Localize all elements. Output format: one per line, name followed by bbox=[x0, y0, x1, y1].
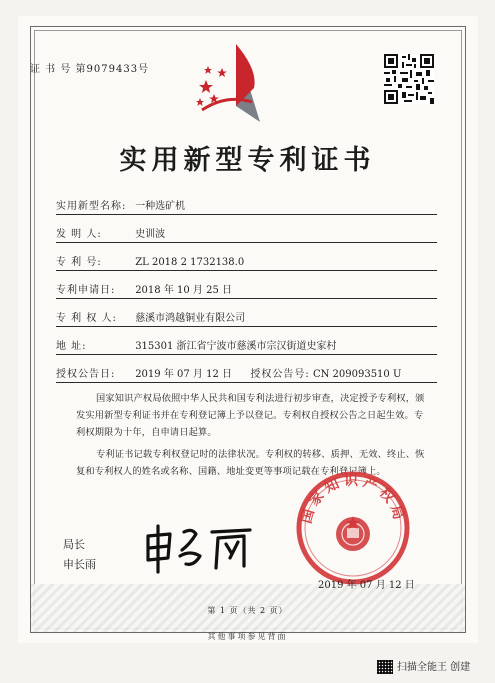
field-label-2: 授权公告号: bbox=[250, 369, 310, 380]
qr-code-icon bbox=[384, 54, 434, 104]
field-inventor bbox=[56, 225, 165, 240]
divider bbox=[56, 242, 437, 243]
official-seal bbox=[295, 470, 411, 586]
field-value: 2018 年 10 月 25 日 bbox=[135, 285, 232, 296]
field-label: 专 利 号: bbox=[56, 257, 102, 268]
field-value: ZL 2018 2 1732138.0 bbox=[135, 257, 245, 268]
field-value: 一种选矿机 bbox=[135, 201, 186, 212]
signatory-name: 申长雨 bbox=[63, 558, 96, 571]
svg-text:国家知识产权局: 国家知识产权局 bbox=[298, 473, 408, 526]
divider bbox=[56, 326, 437, 327]
seal-date: 2019 年 07 月 12 日 bbox=[318, 580, 415, 591]
legal-paragraph-status: 专利证书记载专利权登记时的法律状况。专利权的转移、质押、无效、终止、恢复和专利权人的姓名或名称、国籍、地址变更等事项记载在专利登记簿上。 bbox=[76, 449, 425, 477]
divider bbox=[56, 214, 437, 215]
field-application-date bbox=[56, 281, 232, 296]
field-address bbox=[56, 337, 337, 352]
scanner-qr-icon bbox=[377, 660, 393, 674]
divider bbox=[56, 382, 437, 383]
cnipa-logo-icon bbox=[196, 36, 276, 132]
field-value: 315301 浙江省宁波市慈溪市宗汉街道史家村 bbox=[135, 341, 337, 352]
scanner-watermark-text: 扫描全能王 创建 bbox=[397, 662, 471, 673]
field-utility-model-name bbox=[56, 197, 185, 212]
field-value: 2019 年 07 月 12 日 bbox=[135, 369, 232, 380]
legal-paragraph-grant: 国家知识产权局依照中华人民共和国专利法进行初步审查，决定授予专利权，颁发实用新型专利证书并在专利登记簿上予以登记。专利权自授权公告之日起生效。专利权期限为十年，自申请日起算。 bbox=[76, 393, 425, 438]
certificate-number bbox=[30, 60, 149, 75]
page-number: 第 1 页（共 2 页） bbox=[207, 606, 288, 615]
certificate-number-label: 证 书 号 bbox=[30, 64, 72, 75]
field-label: 发 明 人: bbox=[56, 229, 102, 240]
page-title: 实用新型专利证书 bbox=[119, 145, 376, 176]
scanner-watermark bbox=[377, 658, 470, 674]
certificate-number-value: 第9079433号 bbox=[75, 64, 150, 75]
field-patent-number bbox=[56, 253, 244, 268]
divider bbox=[56, 354, 437, 355]
back-note: 其他事项参见背面 bbox=[207, 632, 288, 641]
handwritten-signature bbox=[140, 520, 260, 576]
field-value: 史训波 bbox=[135, 229, 166, 240]
field-label: 专 利 权 人: bbox=[56, 313, 117, 324]
field-grant-publication bbox=[56, 365, 401, 380]
field-label: 授权公告日: bbox=[56, 369, 116, 380]
field-value: 慈溪市鸿越铜业有限公司 bbox=[135, 313, 246, 324]
field-value-2: CN 209093510 U bbox=[312, 369, 402, 380]
field-label: 实用新型名称: bbox=[56, 201, 127, 212]
divider bbox=[56, 298, 437, 299]
field-label: 专利申请日: bbox=[56, 285, 116, 296]
signatory-role: 局长 bbox=[63, 538, 85, 551]
field-patentee bbox=[56, 309, 245, 324]
field-label: 地 址: bbox=[56, 341, 87, 352]
divider bbox=[56, 270, 437, 271]
